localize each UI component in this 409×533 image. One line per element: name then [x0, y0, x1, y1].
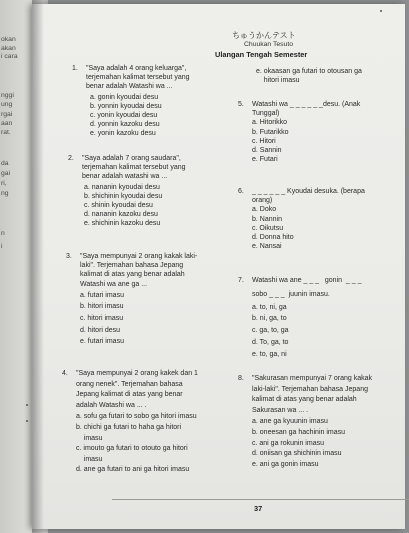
question-number: 4.: [62, 370, 68, 377]
stem-line: orang nenek". Terjemahan bahasa: [76, 380, 183, 388]
page-gutter-shadow: [32, 0, 44, 533]
stem-line: _ _ _ _ _ _ Kyoudai desuka. (berapa: [252, 188, 365, 195]
option-c-cont: imasu: [76, 455, 103, 463]
option-b[interactable]: b. shichinin kyoudai desu: [84, 192, 163, 200]
question-8: [238, 374, 402, 470]
stem-line: orang): [252, 197, 273, 205]
question-number: 1.: [72, 65, 78, 72]
stem-line: "Saya mempunyai 2 orang kakak laki-: [80, 253, 198, 260]
option-e[interactable]: e. Futari: [252, 156, 278, 164]
option-b-cont: imasu: [76, 434, 103, 442]
option-d[interactable]: d. yonnin kazoku desu: [90, 121, 160, 129]
option-a[interactable]: a. futari imasu: [80, 291, 124, 299]
question-number: 7.: [238, 277, 244, 284]
prev-fragment: ri,: [1, 180, 7, 187]
question-number: 3.: [66, 253, 72, 260]
prev-fragment: n: [1, 230, 5, 237]
prev-fragment: ung: [1, 101, 13, 108]
option-b[interactable]: b. oneesan ga hachinin imasu: [252, 428, 346, 436]
question-7: [238, 276, 402, 361]
stem-line: terjemahan kalimat tersebut yang: [82, 164, 186, 172]
question-4-continued: [256, 67, 396, 85]
prev-fragment: rgai: [1, 111, 13, 118]
option-b[interactable]: b. ni, ga, to: [252, 315, 287, 323]
stem-line: Tunggal): [252, 110, 280, 118]
stem-line: "Saya mempunyai 2 orang kakek dan 1: [76, 370, 198, 377]
header-japanese-title: ちゅうかんテスト: [232, 31, 296, 40]
question-stem: [76, 369, 231, 411]
question-2: [68, 154, 222, 229]
header-title: Chuukan Tesuto: [244, 41, 293, 48]
stem-line: sobo _ _ _ juunin imasu.: [252, 290, 330, 298]
stem-line: "Saya adalah 4 orang keluarga",: [86, 65, 187, 72]
option-b[interactable]: b. chichi ga futari to haha ga hitori: [76, 423, 182, 431]
option-a[interactable]: a. nananin kyoudai desu: [84, 183, 160, 191]
option-e[interactable]: e. to, ga, ni: [252, 350, 287, 358]
stem-line: laki-laki". Terjemahan bahasa Jepang: [252, 385, 368, 393]
option-d[interactable]: d. hitori desu: [80, 326, 121, 334]
prev-fragment: ng: [1, 190, 9, 197]
question-number: 5.: [238, 101, 244, 108]
question-6: [238, 187, 402, 251]
stem-line: kalimat di atas yang benar adalah: [80, 271, 185, 279]
prev-fragment: okan: [1, 36, 16, 43]
question-stem: [252, 276, 402, 301]
binding-hole: [26, 420, 28, 422]
page-number: 37: [254, 504, 263, 513]
prev-fragment: rat.: [1, 129, 11, 136]
option-d[interactable]: d. Donna hito: [252, 234, 294, 242]
option-e[interactable]: e. futari imasu: [80, 338, 124, 346]
option-e-cont: hitori imasu: [256, 77, 300, 85]
option-c[interactable]: c. imouto ga futari to otouto ga hitori: [76, 445, 188, 453]
question-stem: [86, 64, 226, 92]
prev-fragment: da: [1, 160, 9, 167]
option-e[interactable]: e. shichinin kazoku desu: [84, 220, 161, 228]
option-a[interactable]: a. gonin kyoudai desu: [90, 93, 159, 101]
option-d[interactable]: d. To, ga, to: [252, 338, 289, 346]
stem-line: laki". Terjemahan bahasa Jepang: [80, 262, 184, 270]
stem-line: Watashi wa ane ga ...: [80, 280, 148, 288]
stem-line: kalimat di atas yang benar adalah: [252, 396, 357, 404]
question-4: [62, 369, 231, 476]
option-b[interactable]: b. yonnin kyoudai desu: [90, 102, 162, 110]
option-a[interactable]: a. sofu ga futari to sobo ga hitori imasu: [76, 413, 197, 421]
stem-line: benar adalah watashi wa ...: [82, 173, 168, 181]
prev-fragment: i: [1, 243, 3, 250]
option-c[interactable]: c. ani ga rokunin imasu: [252, 439, 324, 447]
question-stem: [252, 374, 402, 416]
paper-speck: [380, 10, 382, 12]
stem-line: Watashi wa ane _ _ _ gonin _ _ _: [252, 277, 362, 284]
prev-fragment: aan: [1, 120, 13, 127]
option-b[interactable]: b. Futarikko: [252, 128, 289, 136]
question-1: [72, 64, 226, 139]
question-stem: [252, 100, 402, 118]
option-b[interactable]: b. hitori imasu: [80, 303, 124, 311]
option-e[interactable]: e. okaasan ga futari to otousan ga: [256, 68, 362, 75]
option-d[interactable]: d. oniisan ga shichinin imasu: [252, 450, 342, 458]
stem-line: Watashi wa _ _ _ _ _ _desu. (Anak: [252, 101, 361, 108]
option-c[interactable]: c. ga, to, ga: [252, 327, 289, 335]
question-5: [238, 100, 402, 164]
question-stem: [252, 187, 402, 205]
prev-fragment: nggi: [1, 92, 14, 99]
option-d[interactable]: d. Sannin: [252, 147, 282, 155]
option-b[interactable]: b. Nannin: [252, 215, 282, 223]
option-e[interactable]: e. ani ga gonin imasu: [252, 460, 319, 468]
question-number: 8.: [238, 375, 244, 382]
stem-line: Jepang kalimat di atas yang benar: [76, 391, 183, 399]
option-c[interactable]: c. Oikutsu: [252, 224, 284, 232]
option-c[interactable]: c. shinin kyoudai desu: [84, 202, 153, 210]
question-stem: [80, 252, 220, 289]
stem-line: "Sakurasan mempunyai 7 orang kakak: [252, 375, 372, 382]
option-c[interactable]: c. yonin kyoudai desu: [90, 112, 158, 120]
option-a[interactable]: a. to, ni, ga: [252, 303, 287, 311]
option-a[interactable]: a. ane ga kyuunin imasu: [252, 418, 328, 426]
stem-line: benar adalah Watashi wa ...: [86, 83, 173, 91]
option-a[interactable]: a. Hitorikko: [252, 119, 288, 127]
question-number: 2.: [68, 155, 74, 162]
prev-fragment: akan: [1, 45, 16, 52]
question-stem: [82, 154, 222, 182]
prev-fragment: i cara: [1, 53, 18, 60]
option-e[interactable]: e. yonin kazoku desu: [90, 130, 156, 138]
stem-line: "Saya adalah 7 orang saudara",: [82, 155, 181, 162]
question-number: 6.: [238, 188, 244, 195]
option-d[interactable]: d. ane ga futari to ani ga hitori imasu: [76, 466, 190, 474]
footer-divider: [112, 499, 409, 500]
option-c[interactable]: c. hitori imasu: [80, 315, 124, 322]
stem-line: terjemahan kalimat tersebut yang: [86, 74, 190, 82]
prev-fragment: gai: [1, 170, 11, 177]
worksheet-page: [32, 4, 405, 529]
header-subtitle: Ulangan Tengah Semester: [215, 50, 308, 59]
question-3: [66, 252, 220, 348]
stem-line: adalah Watashi wa ... .: [76, 401, 147, 409]
option-c[interactable]: c. Hitori: [252, 137, 276, 145]
option-d[interactable]: d. nananin kazoku desu: [84, 211, 158, 219]
stem-line: Sakurasan wa ... .: [252, 406, 309, 414]
option-e[interactable]: e. Nansai: [252, 243, 282, 251]
binding-hole: [26, 404, 28, 406]
option-a[interactable]: a. Doko: [252, 206, 277, 214]
